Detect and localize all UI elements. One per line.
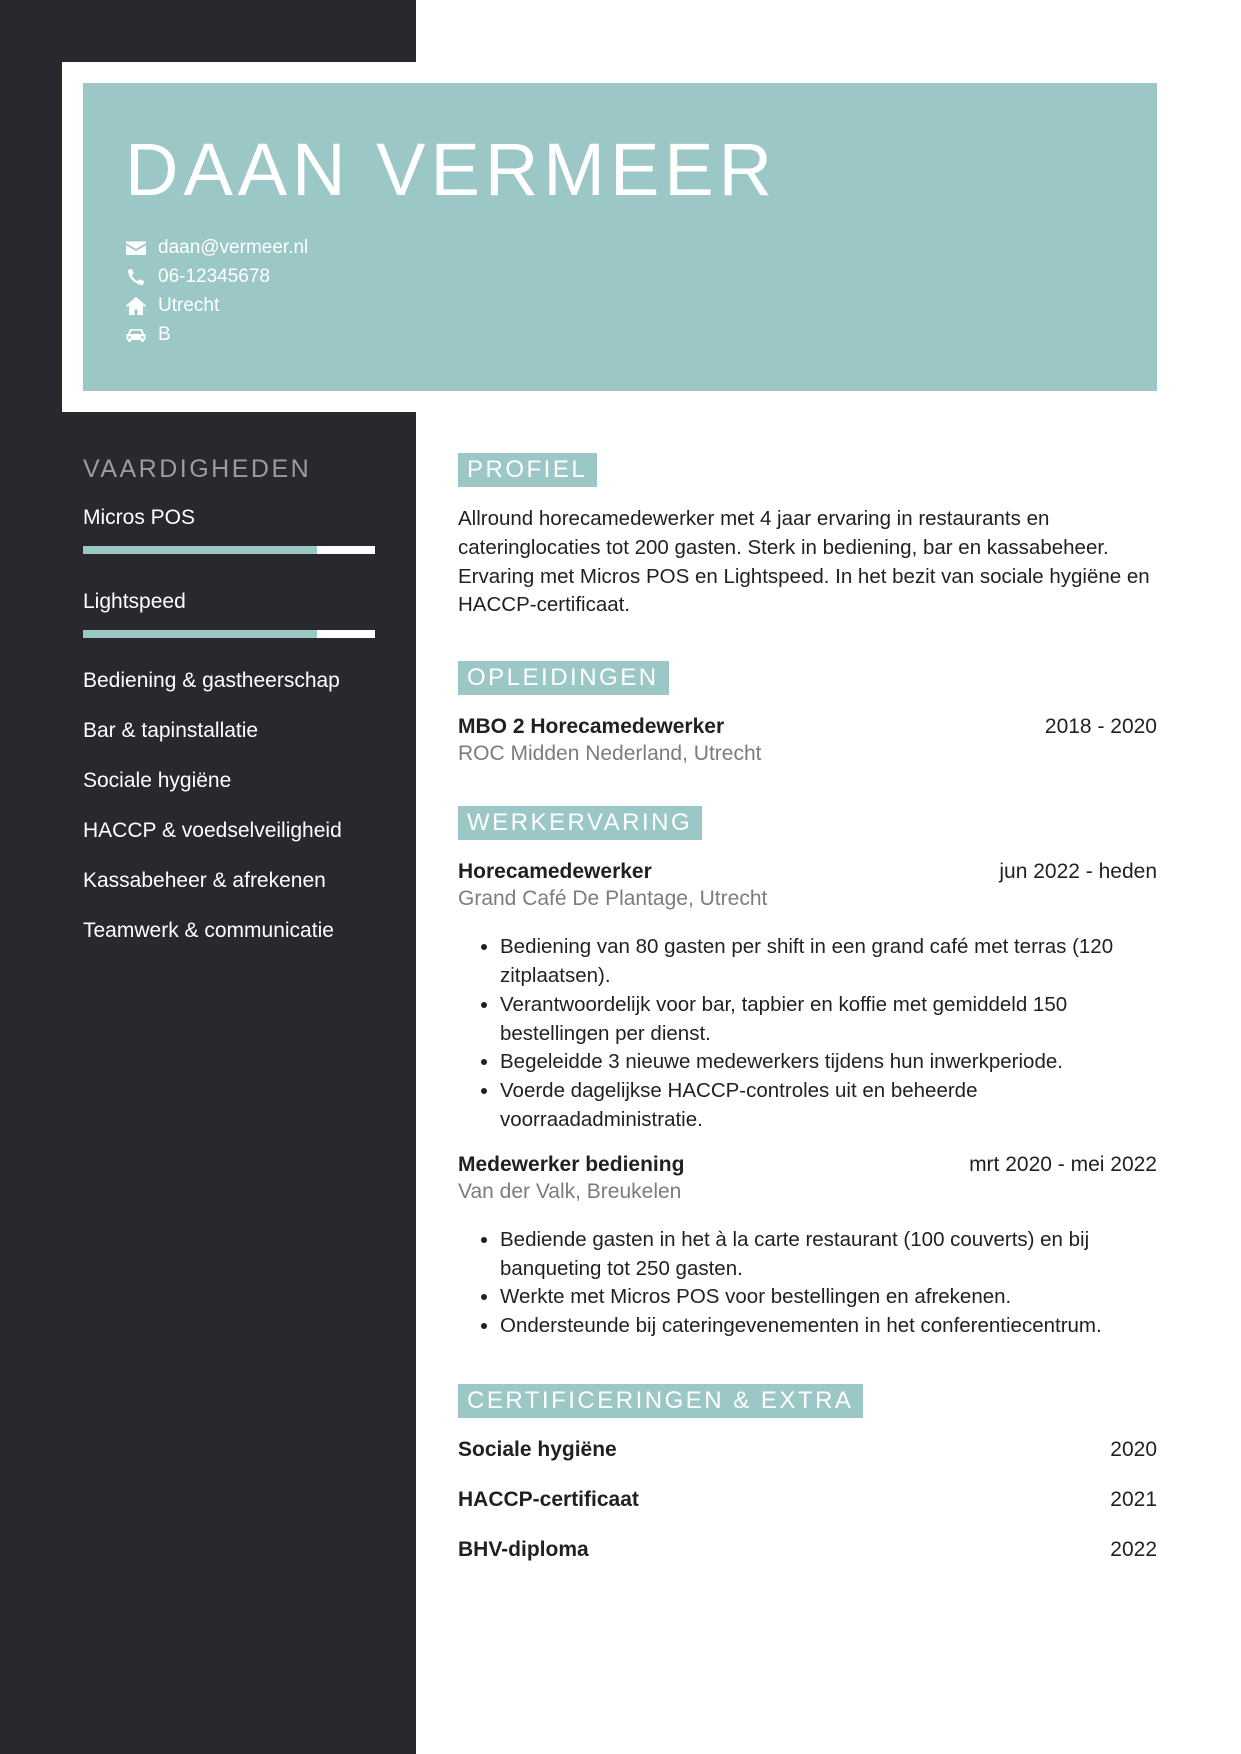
- skill-item: HACCP & voedselveiligheid: [83, 819, 342, 842]
- profile-title: PROFIEL: [458, 453, 597, 487]
- contact-list: [125, 233, 308, 349]
- job-date: mrt 2020 - mei 2022: [969, 1152, 1157, 1176]
- job-bullets: [458, 933, 1157, 1135]
- experience-entry: [458, 1153, 1157, 1341]
- skill-item: Teamwerk & communicatie: [83, 919, 334, 942]
- certifications-section: [458, 1384, 1157, 1588]
- phone-text: 06-12345678: [158, 265, 270, 287]
- home-icon: [125, 296, 147, 316]
- rated-skill-name: Micros POS: [83, 506, 196, 529]
- job-bullets: [458, 1226, 1157, 1341]
- contact-email: [125, 233, 308, 262]
- job-title: Medewerker bediening: [458, 1152, 685, 1176]
- header: [83, 83, 1157, 391]
- skill-level-fill: [83, 630, 317, 638]
- skill-level-bar: [83, 546, 375, 554]
- job-employer: Grand Café De Plantage, Utrecht: [458, 887, 768, 911]
- certification-year: 2020: [1110, 1437, 1157, 1461]
- skills-title: VAARDIGHEDEN: [83, 455, 312, 483]
- skill-item: Sociale hygiëne: [83, 769, 232, 792]
- phone-icon: [125, 267, 147, 287]
- city-text: Utrecht: [158, 294, 220, 316]
- rated-skill: [83, 506, 375, 554]
- email-text: daan@vermeer.nl: [158, 236, 309, 258]
- bullet-item: • Bediende gasten in het à la carte restaurant (100 couverts) en bij banqueting tot 250 gasten.: [500, 1226, 1157, 1284]
- rated-skill-name: Lightspeed: [83, 590, 186, 613]
- certifications-title: CERTIFICERINGEN & EXTRA: [458, 1384, 863, 1418]
- certification-name: HACCP-certificaat: [458, 1487, 639, 1511]
- certification-name: BHV-diploma: [458, 1537, 589, 1561]
- education-entry: [458, 715, 1157, 766]
- education-date: 2018 - 2020: [1044, 715, 1157, 739]
- experience-entry: [458, 860, 1157, 1135]
- bullet-item: • Werkte met Micros POS voor bestellingen en afrekenen.: [500, 1283, 1157, 1312]
- skill-item: Bar & tapinstallatie: [83, 719, 259, 742]
- job-date: jun 2022 - heden: [999, 860, 1157, 884]
- certification-item: [458, 1488, 1157, 1538]
- skill-item: Bediening & gastheerschap: [83, 669, 340, 692]
- experience-section: [458, 806, 1157, 1341]
- bullet-item: • Voerde dagelijkse HACCP-controles uit en beheerde voorraadadministratie.: [500, 1077, 1157, 1135]
- certification-list: [458, 1438, 1157, 1588]
- contact-license: [125, 320, 308, 349]
- bullet-item: • Verantwoordelijk voor bar, tapbier en koffie met gemiddeld 150 bestellingen per dienst.: [500, 991, 1157, 1049]
- profile-text: Allround horecamedewerker met 4 jaar ervaring in restaurants en cateringlocaties tot 200 gasten. Sterk in bediening, bar en kassabeheer. Ervaring met Micros POS en Lightspeed. In het bezit van sociale hygiëne en HACCP-certificaat.: [458, 507, 1150, 617]
- job-title: Horecamedewerker: [458, 860, 652, 884]
- skills-section: [83, 455, 375, 968]
- bullet-item: • Bediening van 80 gasten per shift in een grand café met terras (120 zitplaatsen).: [500, 933, 1157, 991]
- certification-year: 2022: [1110, 1537, 1157, 1561]
- experience-title: WERKERVARING: [458, 806, 702, 840]
- certification-item: [458, 1538, 1157, 1588]
- candidate-name: DAAN VERMEER: [125, 128, 778, 211]
- license-text: B: [158, 323, 171, 345]
- education-school: ROC Midden Nederland, Utrecht: [458, 742, 762, 766]
- skill-item: Kassabeheer & afrekenen: [83, 869, 326, 892]
- bullet-item: • Ondersteunde bij cateringevenementen in het conferentiecentrum.: [500, 1312, 1157, 1341]
- skill-level-bar: [83, 630, 375, 638]
- certification-year: 2021: [1110, 1487, 1157, 1511]
- car-icon: [125, 325, 147, 345]
- education-title: OPLEIDINGEN: [458, 661, 669, 695]
- skill-list: [83, 668, 375, 968]
- envelope-icon: [125, 238, 147, 258]
- skill-level-fill: [83, 546, 317, 554]
- contact-city: [125, 291, 308, 320]
- certification-name: Sociale hygiëne: [458, 1437, 617, 1461]
- certification-item: [458, 1438, 1157, 1488]
- contact-phone: [125, 262, 308, 291]
- job-employer: Van der Valk, Breukelen: [458, 1179, 682, 1203]
- bullet-item: • Begeleidde 3 nieuwe medewerkers tijdens hun inwerkperiode.: [500, 1048, 1157, 1077]
- education-section: [458, 661, 1157, 766]
- rated-skill: [83, 590, 375, 638]
- profile-section: [458, 453, 1157, 620]
- education-degree: MBO 2 Horecamedewerker: [458, 715, 725, 739]
- main-content: [458, 453, 1157, 1588]
